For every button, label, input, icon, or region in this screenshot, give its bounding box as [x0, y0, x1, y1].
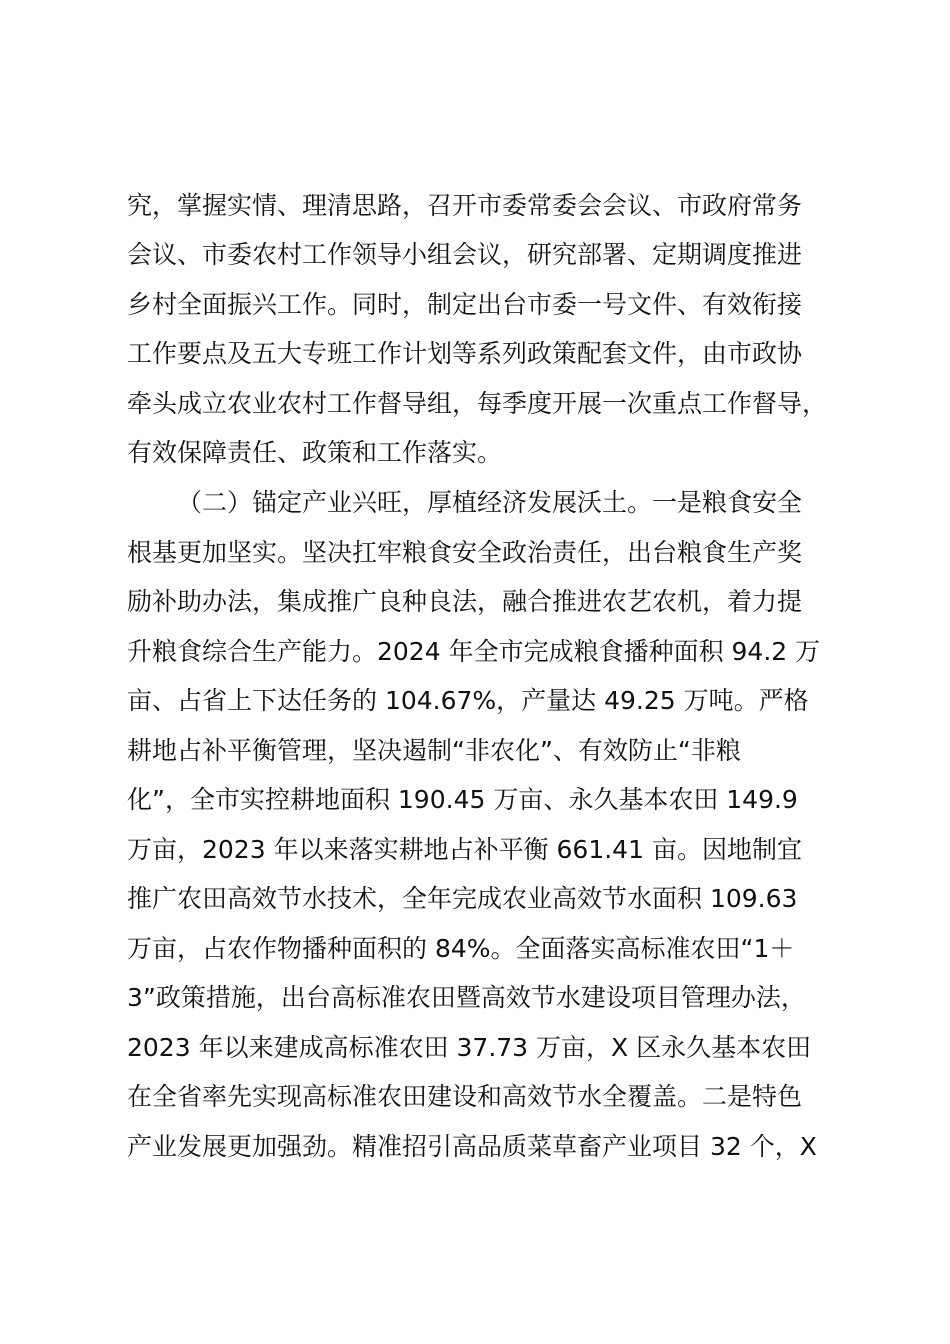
- paragraph-2-line-14: 产业发展更加强劲。精准招引高品质菜草畜产业项目 32 个，X: [127, 1132, 817, 1161]
- paragraph-2-line-10: 万亩，占农作物播种面积的 84%。全面落实高标准农田“1＋: [127, 934, 795, 963]
- paragraph-1-line-4: 工作要点及五大专班工作计划等系列政策配套文件，由市政协: [127, 339, 803, 368]
- paragraph-2-line-13: 在全省率先实现高标准农田建设和高效节水全覆盖。二是特色: [127, 1082, 803, 1111]
- paragraph-2-line-9: 推广农田高效节水技术，全年完成农业高效节水面积 109.63: [127, 884, 798, 913]
- paragraph-2-line-6: 耕地占补平衡管理，坚决遏制“非农化”、有效防止“非粮: [127, 736, 741, 765]
- paragraph-1-line-2: 会议、市委农村工作领导小组会议，研究部署、定期调度推进: [127, 240, 803, 269]
- paragraph-2-line-8: 万亩，2023 年以来落实耕地占补平衡 661.41 亩。因地制宜: [127, 835, 802, 864]
- paragraph-2-line-7: 化”，全市实控耕地面积 190.45 万亩、永久基本农田 149.9: [127, 785, 798, 814]
- paragraph-1-line-1: 究，掌握实情、理清思路，召开市委常委会会议、市政府常务: [127, 191, 803, 220]
- paragraph-2-line-11: 3”政策措施，出台高标准农田暨高效节水建设项目管理办法，: [127, 983, 806, 1012]
- paragraph-2-line-5: 亩、占省上下达任务的 104.67%，产量达 49.25 万吨。严格: [127, 686, 809, 715]
- paragraph-2-line-2: 根基更加坚实。坚决扛牢粮食安全政治责任，出台粮食生产奖: [127, 538, 803, 567]
- paragraph-2-line-3: 励补助办法，集成推广良种良法，融合推进农艺农机，着力提: [127, 587, 803, 616]
- paragraph-1-line-6: 有效保障责任、政策和工作落实。: [127, 438, 503, 467]
- paragraph-1-line-3: 乡村全面振兴工作。同时，制定出台市委一号文件、有效衔接: [127, 290, 803, 319]
- paragraph-1-line-5: 牵头成立农业农村工作督导组，每季度开展一次重点工作督导，: [127, 389, 828, 418]
- paragraph-2-line-4: 升粮食综合生产能力。2024 年全市完成粮食播种面积 94.2 万: [127, 637, 821, 666]
- paragraph-2-line-1: （二）锚定产业兴旺，厚植经济发展沃土。一是粮食安全: [177, 488, 803, 517]
- paragraph-2-line-12: 2023 年以来建成高标准农田 37.73 万亩，X 区永久基本农田: [127, 1033, 812, 1062]
